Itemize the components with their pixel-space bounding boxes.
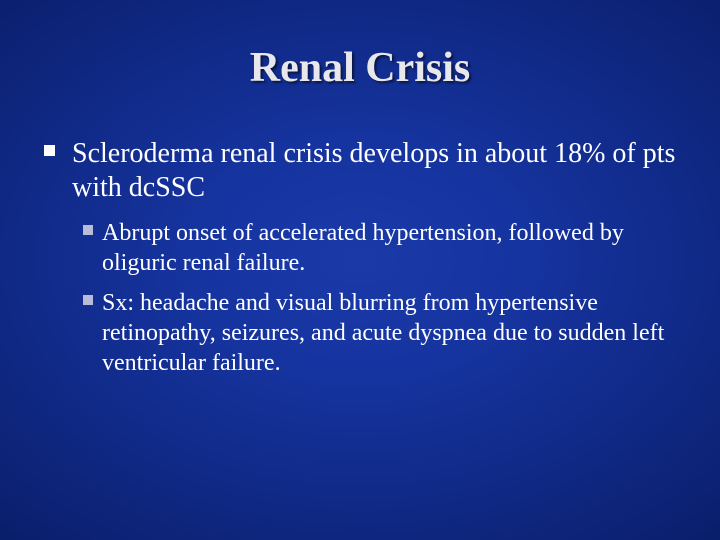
square-bullet-icon xyxy=(44,145,55,156)
sub-bullet-text: Abrupt onset of accelerated hypertension, followed by oliguric renal failure. xyxy=(102,220,624,276)
square-bullet-icon xyxy=(83,225,93,235)
slide-title: Renal Crisis xyxy=(249,45,471,91)
sub-bullet-text: Sx: headache and visual blurring from hypertensive retinopathy, seizures, and acute dyspnea due to sudden left ventricular failure. xyxy=(102,290,665,376)
square-bullet-icon xyxy=(83,295,93,305)
bullet-item xyxy=(44,137,694,205)
bullet-text: Scleroderma renal crisis develops in about 18% of pts with dcSSC xyxy=(72,138,676,203)
sub-bullet-item xyxy=(83,218,693,278)
sub-bullet-item xyxy=(83,288,693,378)
